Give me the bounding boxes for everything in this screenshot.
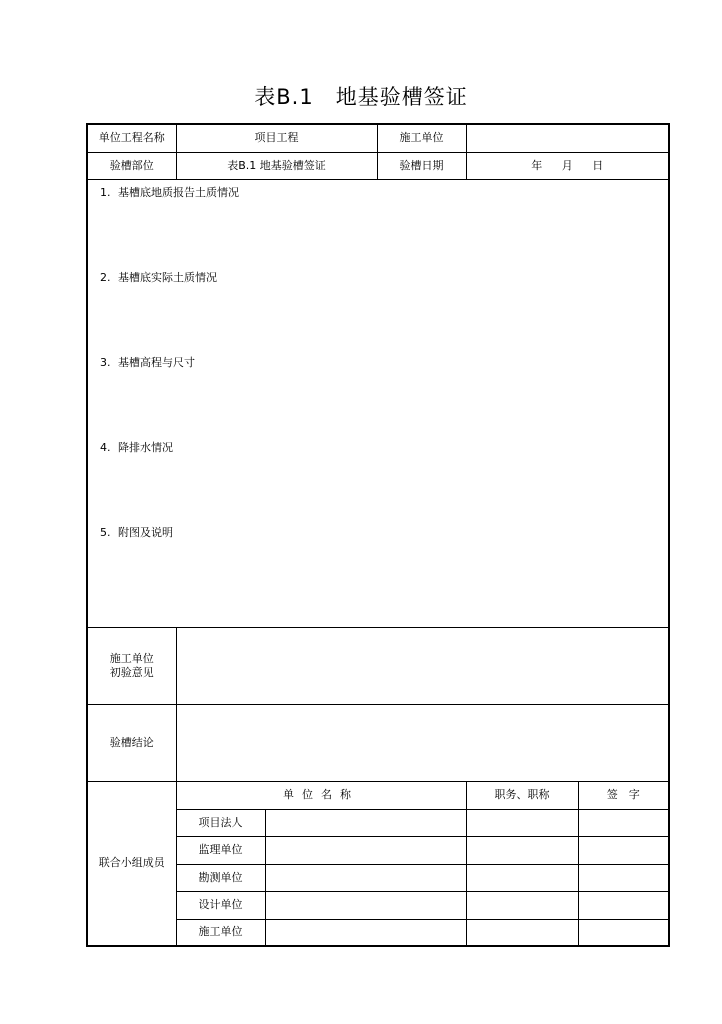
joint-team-label: 联合小组成员 — [87, 781, 176, 946]
item-number: 1. — [100, 185, 111, 199]
date-day: 日 — [592, 158, 604, 172]
project-name-value[interactable]: 项目工程 — [176, 124, 377, 152]
team-role: 施工单位 — [176, 919, 265, 946]
item-label: 附图及说明 — [118, 525, 173, 539]
team-role: 监理单位 — [176, 836, 265, 864]
team-role: 勘测单位 — [176, 864, 265, 891]
opinion-label-line2: 初验意见 — [109, 665, 154, 679]
item-label: 基槽高程与尺寸 — [118, 355, 195, 369]
item-elevation-size — [100, 356, 668, 435]
item-number: 4. — [100, 440, 111, 454]
team-header-row — [87, 781, 669, 809]
inspection-part-label: 验槽部位 — [87, 152, 176, 179]
team-role: 设计单位 — [176, 891, 265, 919]
team-position[interactable] — [466, 919, 578, 946]
team-unit-name[interactable] — [265, 864, 466, 891]
item-geology-report — [100, 186, 668, 265]
item-number: 2. — [100, 270, 111, 284]
col-unit-name-header: 单位名称 — [176, 781, 466, 809]
team-position[interactable] — [466, 891, 578, 919]
team-signature[interactable] — [578, 919, 669, 946]
team-signature[interactable] — [578, 809, 669, 836]
date-month: 月 — [561, 158, 573, 172]
opinion-value[interactable] — [176, 627, 669, 704]
item-attachments — [100, 526, 668, 586]
team-position[interactable] — [466, 836, 578, 864]
items-block[interactable] — [87, 179, 669, 627]
team-unit-name[interactable] — [265, 891, 466, 919]
team-signature[interactable] — [578, 891, 669, 919]
inspection-date-value[interactable] — [466, 152, 669, 179]
item-label: 基槽底地质报告土质情况 — [118, 185, 239, 199]
date-year: 年 — [531, 158, 543, 172]
team-unit-name[interactable] — [265, 919, 466, 946]
construction-unit-label: 施工单位 — [377, 124, 466, 152]
team-unit-name[interactable] — [265, 809, 466, 836]
item-dewatering — [100, 441, 668, 520]
team-position[interactable] — [466, 809, 578, 836]
team-position[interactable] — [466, 864, 578, 891]
items-row — [87, 179, 669, 627]
conclusion-value[interactable] — [176, 704, 669, 781]
team-signature[interactable] — [578, 836, 669, 864]
opinion-row — [87, 627, 669, 704]
header-row-inspection — [87, 152, 669, 179]
item-label: 降排水情况 — [118, 440, 173, 454]
team-role: 项目法人 — [176, 809, 265, 836]
project-name-label: 单位工程名称 — [87, 124, 176, 152]
document-title: 表B.1 地基验槽签证 — [254, 85, 468, 109]
construction-unit-value[interactable] — [466, 124, 669, 152]
team-signature[interactable] — [578, 864, 669, 891]
item-number: 5. — [100, 525, 111, 539]
team-unit-name[interactable] — [265, 836, 466, 864]
opinion-label-line1: 施工单位 — [109, 651, 154, 665]
col-position-header: 职务、职称 — [466, 781, 578, 809]
inspection-part-value[interactable]: 表B.1 地基验槽签证 — [176, 152, 377, 179]
item-label: 基槽底实际土质情况 — [118, 270, 217, 284]
inspection-date-label: 验槽日期 — [377, 152, 466, 179]
inspection-form-table — [86, 123, 670, 947]
conclusion-row — [87, 704, 669, 781]
item-number: 3. — [100, 355, 111, 369]
header-row-project — [87, 124, 669, 152]
col-signature-header: 签 字 — [578, 781, 669, 809]
opinion-label — [87, 627, 176, 704]
conclusion-label: 验槽结论 — [87, 704, 176, 781]
item-actual-soil — [100, 271, 668, 350]
